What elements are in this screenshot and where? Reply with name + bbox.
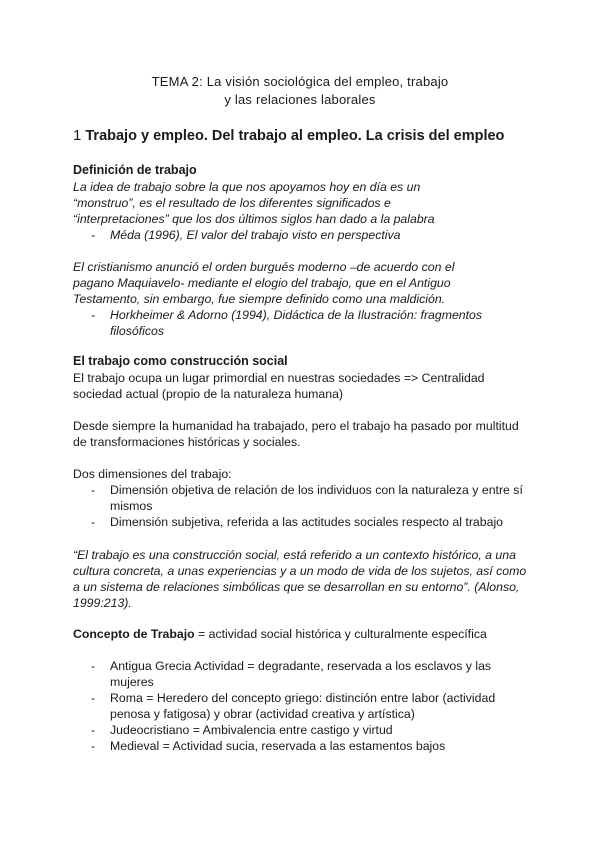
quote3-line: a un sistema de relaciones simbólicas que se desarrollan en su entorno”. (Alonso, (73, 580, 520, 594)
paragraph-line: Dos dimensiones del trabajo: (73, 467, 232, 481)
list-dash: - (91, 659, 96, 673)
section-number: 1 (73, 127, 82, 144)
concepto-text: = actividad social histórica y culturalmente específica (194, 627, 487, 641)
list-item: Judeocristiano = Ambivalencia entre castigo y virtud (110, 723, 393, 737)
paragraph-line: sociedad actual (propio de la naturaleza humana) (73, 387, 344, 401)
quote3-line: “El trabajo es una construcción social, está referido a un contexto histórico, a una (73, 548, 516, 562)
list-dash: - (91, 723, 96, 737)
paragraph-line: El trabajo ocupa un lugar primordial en nuestras sociedades => Centralidad (73, 371, 485, 385)
reference-meda: Méda (1996), El valor del trabajo visto en perspectiva (110, 228, 401, 242)
concepto-line (73, 627, 487, 641)
list-dash: - (91, 483, 96, 497)
quote1-line: “interpretaciones” que los dos últimos siglos han dado a la palabra (73, 212, 435, 226)
title-line-1: TEMA 2: La visión sociológica del empleo, trabajo (151, 74, 449, 89)
quote2-line: pagano Maquiavelo- mediante el elogio del trabajo, que en el Antiguo (73, 276, 451, 290)
list-item: Dimensión objetiva de relación de los individuos con la naturaleza y entre sí (110, 483, 523, 497)
list-dash: - (91, 228, 96, 242)
list-dash: - (91, 515, 96, 529)
quote1-line: “monstruo”, es el resultado de los diferentes significados e (73, 196, 391, 210)
paragraph-line: Desde siempre la humanidad ha trabajado, pero el trabajo ha pasado por multitud (73, 419, 519, 433)
list-item: Medieval = Actividad sucia, reservada a las estamentos bajos (110, 739, 446, 753)
paragraph-line: de transformaciones históricas y sociales. (73, 435, 301, 449)
list-dash: - (91, 739, 96, 753)
concepto-label: Concepto de Trabajo (73, 627, 195, 641)
quote1-line: La idea de trabajo sobre la que nos apoyamos hoy en día es un (73, 180, 421, 194)
list-item: Antigua Grecia Actividad = degradante, reservada a los esclavos y las (110, 659, 492, 673)
list-item-cont: mismos (110, 499, 153, 513)
quote3-line: 1999:213). (73, 596, 132, 610)
list-item-cont: mujeres (110, 675, 154, 689)
quote2-line: Testamento, sin embargo, fue siempre definido como una maldición. (73, 292, 446, 306)
reference-horkheimer: Horkheimer & Adorno (1994), Didáctica de la Ilustración: fragmentos (110, 308, 483, 322)
section-title: Trabajo y empleo. Del trabajo al empleo. La crisis del empleo (85, 128, 505, 144)
list-dash: - (91, 691, 96, 705)
list-item: Roma = Heredero del concepto griego: distinción entre labor (actividad (110, 691, 496, 705)
quote2-line: El cristianismo anunció el orden burgués moderno –de acuerdo con el (73, 260, 455, 274)
section-heading (73, 127, 504, 144)
subheading-definicion: Definición de trabajo (73, 163, 197, 177)
list-item-cont: penosa y fatigosa) y obrar (actividad creativa y artística) (110, 707, 415, 721)
title-line-2: y las relaciones laborales (224, 92, 376, 107)
list-dash: - (91, 308, 96, 322)
quote3-line: cultura concreta, a unas experiencias y a un modo de vida de los sujetos, así como (73, 564, 527, 578)
reference-horkheimer-cont: filosóficos (110, 324, 164, 338)
subheading-construccion: El trabajo como construcción social (73, 354, 288, 368)
list-item: Dimensión subjetiva, referida a las actitudes sociales respecto al trabajo (110, 515, 504, 529)
